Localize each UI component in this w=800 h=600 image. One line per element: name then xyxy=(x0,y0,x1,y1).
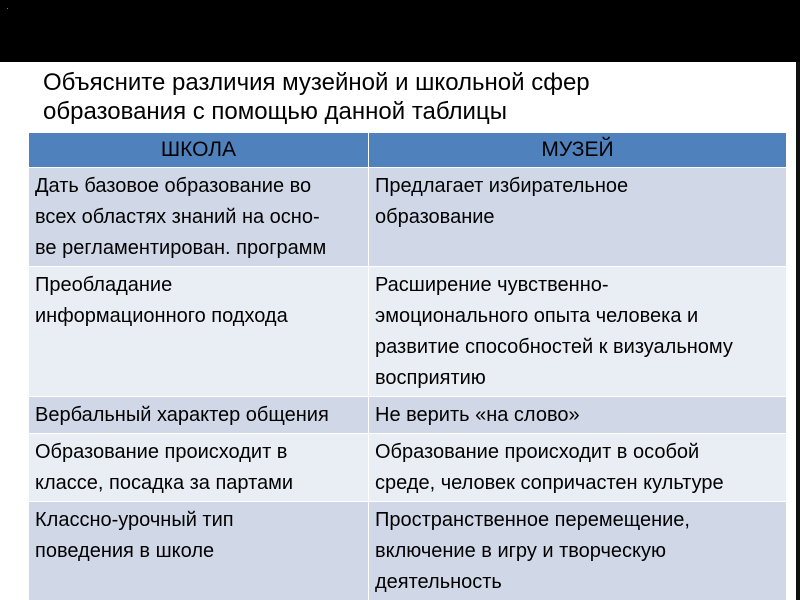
corner-mark: · xyxy=(6,3,9,13)
museum-cell-text: Не верить «на слово» xyxy=(375,404,580,426)
museum-cell xyxy=(369,502,787,600)
museum-cell xyxy=(369,434,787,502)
header-school: ШКОЛА xyxy=(29,133,369,168)
school-cell-text: Вербальный характер общения xyxy=(35,404,329,426)
school-cell xyxy=(29,434,369,502)
table-row xyxy=(29,502,787,600)
right-edge-bar xyxy=(796,62,800,600)
table-row xyxy=(29,267,787,397)
museum-cell-text: Предлагает избирательное образование xyxy=(375,175,629,228)
school-cell-text: Образование происходит в классе, посадка за партами xyxy=(35,441,294,494)
title-bar-band xyxy=(0,0,800,62)
school-cell xyxy=(29,502,369,600)
school-cell-text: Дать базовое образование во всех областях знаний на осно- ве регламентирован. программ xyxy=(35,175,327,259)
school-cell-text: Преобладание информационного подхода xyxy=(35,274,288,327)
table-row xyxy=(29,434,787,502)
slide-title-line-2: образования с помощью данной таблицы xyxy=(43,98,507,125)
slide-title-line-1: Объясните различия музейной и школьной сфер xyxy=(43,69,590,96)
museum-cell-text: Пространственное перемещение, включение в игру и творческую деятельность xyxy=(375,509,690,593)
museum-cell xyxy=(369,397,787,434)
school-cell xyxy=(29,397,369,434)
school-cell xyxy=(29,168,369,267)
table-row xyxy=(29,168,787,267)
museum-cell xyxy=(369,267,787,397)
museum-cell-text: Расширение чувственно- эмоционального опыта человека и развитие способностей к визуальному восприятию xyxy=(375,274,733,389)
header-museum: МУЗЕЙ xyxy=(369,133,787,168)
museum-cell-text: Образование происходит в особой среде, человек сопричастен культуре xyxy=(375,441,724,494)
comparison-table xyxy=(28,132,787,600)
slide-title xyxy=(43,68,763,126)
museum-cell xyxy=(369,168,787,267)
school-cell xyxy=(29,267,369,397)
table-row xyxy=(29,397,787,434)
school-cell-text: Классно-урочный тип поведения в школе xyxy=(35,509,234,562)
table-header-row xyxy=(29,133,787,168)
